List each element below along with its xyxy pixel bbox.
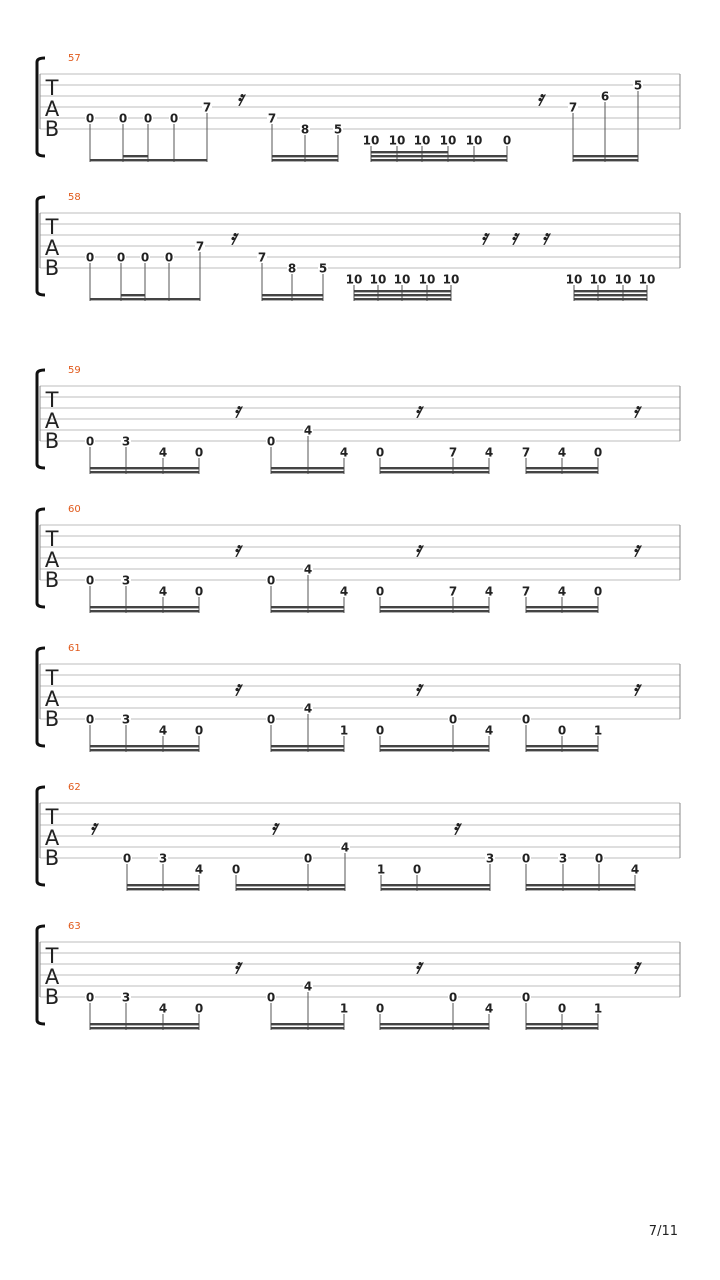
beam: [380, 610, 489, 612]
fret-number: 0: [303, 851, 313, 866]
fret-number: 0: [140, 250, 150, 265]
measure-number: 61: [68, 643, 81, 654]
tab-label-letter: A: [44, 97, 60, 121]
beam: [354, 294, 451, 296]
fret-number: 0: [194, 723, 204, 738]
fret-number: 0: [118, 111, 128, 126]
beam: [272, 155, 338, 157]
tab-label-letter: A: [44, 548, 60, 572]
tab-label-letter: B: [44, 707, 60, 731]
fret-number: 4: [303, 562, 313, 577]
beam: [90, 1027, 199, 1029]
tab-system: [37, 921, 680, 1030]
fret-number: 3: [158, 851, 168, 866]
sixteenth-rest: 𝄿: [452, 815, 460, 839]
tab-label-letter: B: [44, 429, 60, 453]
fret-number: 10: [638, 272, 656, 287]
beam: [271, 749, 344, 751]
beam: [526, 1023, 598, 1025]
beam: [262, 294, 323, 296]
sixteenth-rest: 𝄿: [233, 676, 241, 700]
fret-number: 1: [593, 723, 603, 738]
beam: [90, 159, 207, 161]
beam: [526, 884, 635, 886]
beam: [574, 294, 647, 296]
fret-number: 0: [593, 584, 603, 599]
fret-number: 4: [340, 840, 350, 855]
sixteenth-rest: 𝄿: [414, 954, 422, 978]
fret-number: 7: [202, 100, 212, 115]
fret-number: 0: [85, 111, 95, 126]
beam: [271, 610, 344, 612]
fret-number: 1: [593, 1001, 603, 1016]
fret-number: 8: [287, 261, 297, 276]
beam: [380, 1027, 489, 1029]
fret-number: 3: [121, 712, 131, 727]
beam: [354, 290, 451, 292]
fret-number: 7: [195, 239, 205, 254]
beam: [90, 610, 199, 612]
sixteenth-rest: 𝄿: [236, 86, 244, 110]
fret-number: 6: [600, 89, 610, 104]
beam: [381, 888, 490, 890]
sixteenth-rest: 𝄿: [89, 815, 97, 839]
fret-number: 4: [339, 584, 349, 599]
fret-number: 0: [375, 723, 385, 738]
fret-number: 4: [484, 1001, 494, 1016]
beam: [127, 888, 199, 890]
fret-number: 3: [121, 990, 131, 1005]
fret-number: 10: [362, 133, 380, 148]
fret-number: 7: [568, 100, 578, 115]
fret-number: 3: [485, 851, 495, 866]
fret-number: 0: [593, 445, 603, 460]
fret-number: 3: [121, 434, 131, 449]
fret-number: 0: [412, 862, 422, 877]
fret-number: 0: [266, 573, 276, 588]
beam: [574, 298, 647, 300]
sixteenth-rest: 𝄿: [480, 225, 488, 249]
fret-number: 8: [300, 122, 310, 137]
measure-number: 59: [68, 365, 81, 376]
beam: [236, 884, 345, 886]
sixteenth-rest: 𝄿: [233, 537, 241, 561]
sixteenth-rest: 𝄿: [632, 398, 640, 422]
measure-number: 62: [68, 782, 81, 793]
fret-number: 0: [375, 584, 385, 599]
beam: [262, 298, 323, 300]
beam: [380, 749, 489, 751]
tab-system: [37, 643, 680, 752]
fret-number: 0: [194, 445, 204, 460]
fret-number: 4: [158, 584, 168, 599]
tab-label-letter: A: [44, 687, 60, 711]
tab-label-letter: A: [44, 236, 60, 260]
fret-number: 1: [339, 1001, 349, 1016]
tab-label-letter: A: [44, 409, 60, 433]
fret-number: 10: [565, 272, 583, 287]
beam: [90, 471, 199, 473]
fret-number: 4: [484, 445, 494, 460]
sixteenth-rest: 𝄿: [414, 676, 422, 700]
beam: [380, 606, 489, 608]
beam: [121, 294, 145, 296]
tab-label-letter: B: [44, 117, 60, 141]
fret-number: 0: [266, 434, 276, 449]
fret-number: 10: [369, 272, 387, 287]
fret-number: 3: [558, 851, 568, 866]
beam: [526, 1027, 598, 1029]
beam: [90, 606, 199, 608]
beam: [271, 1027, 344, 1029]
beam: [127, 884, 199, 886]
fret-number: 3: [121, 573, 131, 588]
fret-number: 10: [345, 272, 363, 287]
fret-number: 10: [465, 133, 483, 148]
beam: [371, 159, 507, 161]
fret-number: 0: [169, 111, 179, 126]
sixteenth-rest: 𝄿: [414, 398, 422, 422]
fret-number: 0: [594, 851, 604, 866]
fret-number: 10: [418, 272, 436, 287]
sixteenth-rest: 𝄿: [510, 225, 518, 249]
beam: [573, 155, 638, 157]
beam: [272, 159, 338, 161]
fret-number: 0: [557, 723, 567, 738]
fret-number: 0: [375, 1001, 385, 1016]
beam: [271, 471, 344, 473]
tab-label-letter: T: [45, 388, 59, 412]
beam: [526, 467, 598, 469]
fret-number: 10: [439, 133, 457, 148]
fret-number: 4: [557, 584, 567, 599]
fret-number: 7: [267, 111, 277, 126]
tab-label-letter: T: [45, 76, 59, 100]
sixteenth-rest: 𝄿: [233, 398, 241, 422]
beam: [90, 745, 199, 747]
beam: [271, 745, 344, 747]
fret-number: 4: [158, 1001, 168, 1016]
measure-number: 58: [68, 192, 81, 203]
fret-number: 5: [333, 122, 343, 137]
beam: [381, 884, 490, 886]
tab-system: [37, 192, 680, 301]
fret-number: 4: [158, 445, 168, 460]
tab-system: [37, 504, 680, 613]
fret-number: 0: [122, 851, 132, 866]
beam: [526, 888, 635, 890]
beam: [371, 151, 448, 153]
fret-number: 10: [589, 272, 607, 287]
fret-number: 0: [231, 862, 241, 877]
fret-number: 4: [557, 445, 567, 460]
beam: [526, 606, 598, 608]
beam: [380, 471, 489, 473]
beam: [271, 467, 344, 469]
fret-number: 0: [448, 990, 458, 1005]
fret-number: 4: [158, 723, 168, 738]
fret-number: 0: [502, 133, 512, 148]
sixteenth-rest: 𝄿: [632, 676, 640, 700]
fret-number: 10: [413, 133, 431, 148]
fret-number: 0: [85, 712, 95, 727]
sixteenth-rest: 𝄿: [233, 954, 241, 978]
fret-number: 0: [194, 584, 204, 599]
tab-label-letter: T: [45, 805, 59, 829]
beam: [354, 298, 451, 300]
tab-label-letter: B: [44, 568, 60, 592]
measure-number: 57: [68, 53, 81, 64]
beam: [90, 1023, 199, 1025]
fret-number: 0: [266, 990, 276, 1005]
beam: [271, 1023, 344, 1025]
sixteenth-rest: 𝄿: [229, 225, 237, 249]
fret-number: 0: [194, 1001, 204, 1016]
fret-number: 4: [484, 584, 494, 599]
fret-number: 10: [442, 272, 460, 287]
sixteenth-rest: 𝄿: [541, 225, 549, 249]
beam: [90, 467, 199, 469]
beam: [90, 298, 200, 300]
fret-number: 0: [266, 712, 276, 727]
fret-number: 0: [85, 250, 95, 265]
fret-number: 7: [521, 445, 531, 460]
fret-number: 0: [448, 712, 458, 727]
measure-number: 60: [68, 504, 81, 515]
sixteenth-rest: 𝄿: [536, 86, 544, 110]
tab-label-letter: B: [44, 846, 60, 870]
sixteenth-rest: 𝄿: [632, 954, 640, 978]
beam: [236, 888, 345, 890]
tab-label-letter: T: [45, 944, 59, 968]
beam: [90, 749, 199, 751]
fret-number: 0: [143, 111, 153, 126]
tab-label-letter: B: [44, 256, 60, 280]
fret-number: 0: [85, 573, 95, 588]
sixteenth-rest: 𝄿: [414, 537, 422, 561]
tab-label-letter: T: [45, 215, 59, 239]
beam: [380, 1023, 489, 1025]
tab-label-letter: T: [45, 527, 59, 551]
tab-system: [37, 53, 680, 162]
fret-number: 4: [484, 723, 494, 738]
fret-number: 0: [85, 990, 95, 1005]
fret-number: 4: [303, 423, 313, 438]
fret-number: 4: [303, 979, 313, 994]
fret-number: 7: [448, 445, 458, 460]
tab-system: [37, 782, 680, 891]
beam: [574, 290, 647, 292]
beam: [271, 606, 344, 608]
beam: [573, 159, 638, 161]
fret-number: 1: [339, 723, 349, 738]
fret-number: 10: [614, 272, 632, 287]
sixteenth-rest: 𝄿: [632, 537, 640, 561]
fret-number: 0: [521, 712, 531, 727]
fret-number: 5: [633, 78, 643, 93]
beam: [526, 610, 598, 612]
fret-number: 0: [164, 250, 174, 265]
beam: [380, 467, 489, 469]
beam: [371, 155, 507, 157]
fret-number: 7: [448, 584, 458, 599]
fret-number: 0: [521, 851, 531, 866]
beam: [526, 745, 598, 747]
fret-number: 0: [85, 434, 95, 449]
tab-label-letter: A: [44, 965, 60, 989]
fret-number: 0: [521, 990, 531, 1005]
beam: [380, 745, 489, 747]
beam: [123, 155, 148, 157]
fret-number: 0: [557, 1001, 567, 1016]
fret-number: 5: [318, 261, 328, 276]
tab-label-letter: B: [44, 985, 60, 1009]
fret-number: 1: [376, 862, 386, 877]
fret-number: 4: [194, 862, 204, 877]
fret-number: 10: [388, 133, 406, 148]
fret-number: 4: [339, 445, 349, 460]
page-number: 7/11: [648, 1224, 678, 1239]
sixteenth-rest: 𝄿: [270, 815, 278, 839]
beam: [526, 471, 598, 473]
tab-label-letter: T: [45, 666, 59, 690]
fret-number: 7: [521, 584, 531, 599]
fret-number: 4: [303, 701, 313, 716]
measure-number: 63: [68, 921, 81, 932]
beam: [526, 749, 598, 751]
fret-number: 0: [116, 250, 126, 265]
tab-system: [37, 365, 680, 474]
fret-number: 7: [257, 250, 267, 265]
fret-number: 4: [630, 862, 640, 877]
tab-label-letter: A: [44, 826, 60, 850]
fret-number: 10: [393, 272, 411, 287]
fret-number: 0: [375, 445, 385, 460]
